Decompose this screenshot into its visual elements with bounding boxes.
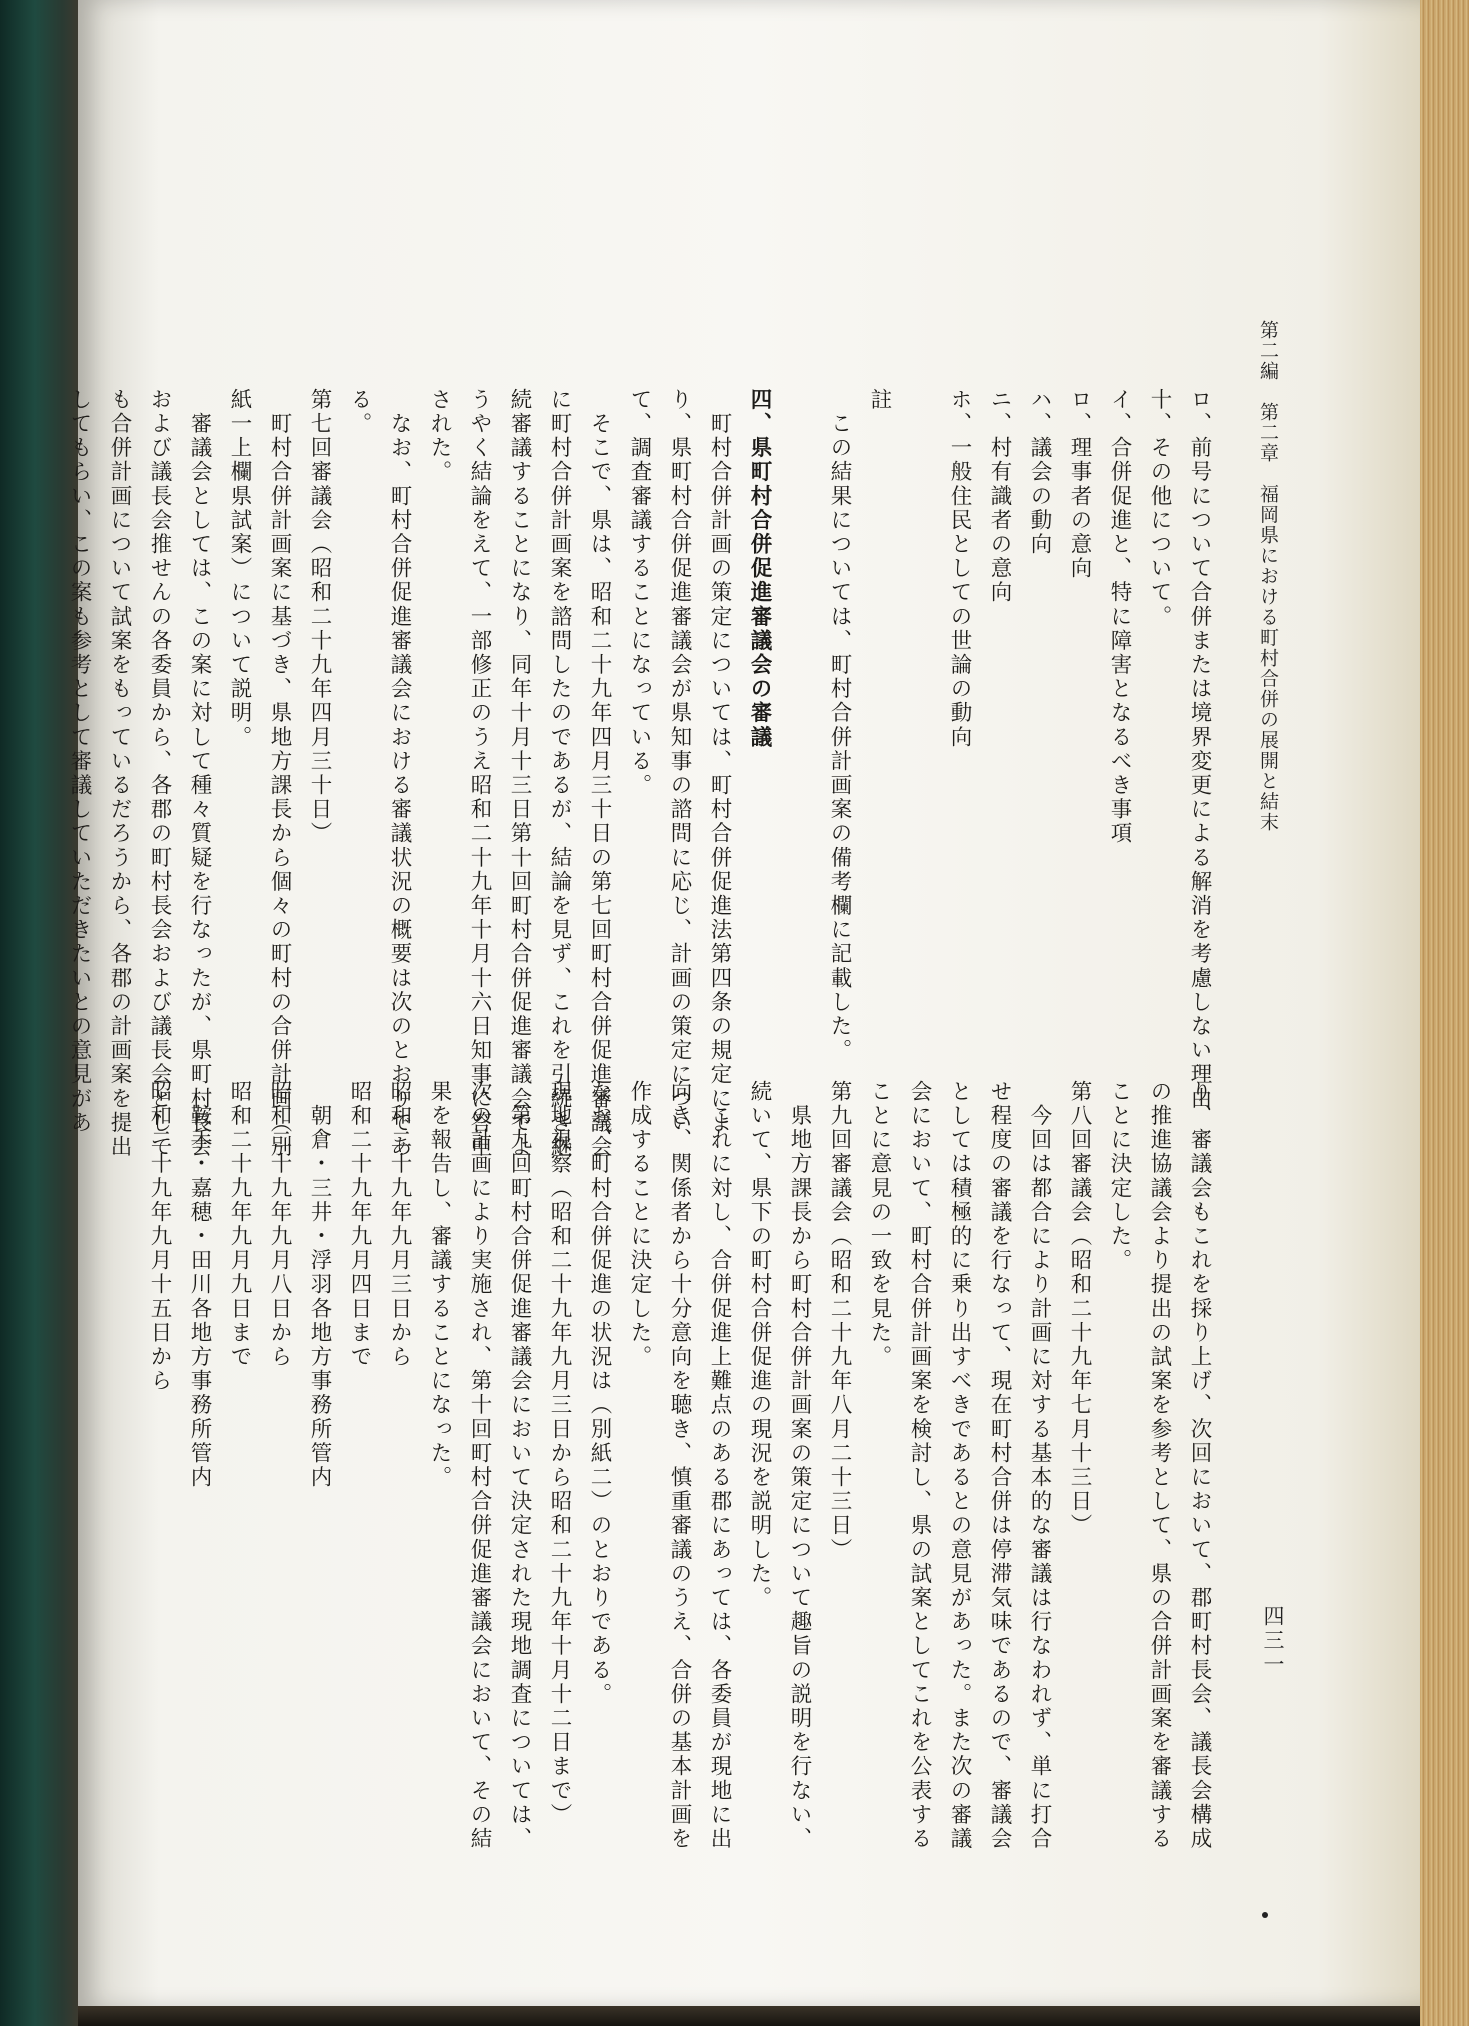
text-line: ロ、前号について合併または境界変更による解消を考慮しない理由 xyxy=(1187,388,1212,1111)
text-line: 紙一上欄県試案）について説明。 xyxy=(227,388,252,750)
text-line: うやく結論をえて、一部修正のうえ昭和二十九年十月十六日知事に答申 xyxy=(467,388,492,1160)
text-line: 審議会としては、この案に対して種々質疑を行なったが、県町村長会 xyxy=(187,388,212,1160)
text-line: 今回は都合により計画に対する基本的な審議は行なわれず、単に打合 xyxy=(1027,1080,1052,1852)
text-line: ホ、一般住民としての世論の動向 xyxy=(947,388,972,750)
text-line: 続いて、県下の町村合併促進の現況を説明した。 xyxy=(747,1080,772,1611)
text-line: 第九回審議会（昭和二十九年八月二十三日） xyxy=(827,1080,852,1562)
text-line: て、調査審議することになっている。 xyxy=(627,388,652,798)
text-line: 昭和二十九年九月九日まで xyxy=(227,1080,252,1370)
text-line: 向き、関係者から十分意向を聴き、慎重審議のうえ、合併の基本計画を xyxy=(667,1080,692,1852)
text-line: 現地視察（昭和二十九年九月三日から昭和二十九年十月十二日まで） xyxy=(547,1080,572,1828)
text-line: 次の計画により実施され、第十回町村合併促進審議会において、その結 xyxy=(467,1080,492,1852)
text-line: 註 xyxy=(867,388,892,413)
text-line: ロ、理事者の意向 xyxy=(1067,388,1092,581)
text-line: 鞍手・嘉穂・田川各地方事務所管内 xyxy=(187,1080,212,1490)
text-line: ハ、議会の動向 xyxy=(1027,388,1052,557)
text-line: 昭和二十九年九月八日から xyxy=(267,1080,292,1370)
text-line: も合併計画について試案をもっているだろうから、各郡の計画案を提出 xyxy=(107,388,132,1160)
text-line: 朝倉・三井・浮羽各地方事務所管内 xyxy=(307,1080,332,1490)
text-line: 第七回審議会（昭和二十九年四月三十日） xyxy=(307,388,332,846)
text-line: せ程度の審議を行なって、現在町村合併は停滞気味であるので、審議会 xyxy=(987,1080,1012,1852)
text-line: ことに意見の一致を見た。 xyxy=(867,1080,892,1370)
text-line: 十、その他について。 xyxy=(1147,388,1172,629)
text-line: してもらい、この案も参考として審議していただきたいとの意見があ xyxy=(67,388,92,1136)
page-bottom-shadow xyxy=(78,2006,1420,2026)
text-line: ことに決定した。 xyxy=(1107,1080,1132,1273)
text-line: この結果については、町村合併計画案の備考欄に記載した。 xyxy=(827,388,852,1063)
text-line: の推進協議会より提出の試案を参考として、県の合併計画案を審議する xyxy=(1147,1080,1172,1852)
text-line: 県地方課長から町村合併計画案の策定について趣旨の説明を行ない、 xyxy=(787,1080,812,1852)
running-head: 第二編 第二章 福岡県における町村合併の展開と結末 xyxy=(1257,320,1279,833)
text-block-top xyxy=(59,388,1219,1160)
text-line: 町村合併計画の策定については、町村合併促進法第四条の規定によ xyxy=(707,388,732,1136)
text-line xyxy=(779,388,819,1048)
section-heading: 四、県町村合併促進審議会の審議 xyxy=(747,388,772,750)
text-line: ニ、村有識者の意向 xyxy=(987,388,1012,605)
text-line: 続審議することになり、同年十月十三日第十回町村合併促進審議会でよ xyxy=(507,388,532,1160)
text-line: り、審議会もこれを採り上げ、次回において、郡町村長会、議長会構成 xyxy=(1187,1080,1212,1852)
text-line xyxy=(899,388,939,1048)
text-line: なお、町村合併促進審議会における審議状況の概要は次のとおりであ xyxy=(387,388,412,1160)
page-number: 四三一 xyxy=(1261,1605,1285,1677)
text-line: 作成することに決定した。 xyxy=(627,1080,652,1370)
text-line: 第八回審議会（昭和二十九年七月十三日） xyxy=(1067,1080,1092,1538)
text-line: された。 xyxy=(427,388,452,485)
text-line: イ、合併促進と、特に障害となるべき事項 xyxy=(1107,388,1132,846)
text-block-bottom xyxy=(139,1080,1219,1852)
text-line: 町村合併計画案に基づき、県地方課長から個々の町村の合併計画（別 xyxy=(267,388,292,1160)
text-line: 会において、町村合併計画案を検討し、県の試案としてこれを公表する xyxy=(907,1080,932,1852)
text-line: 昭和二十九年九月四日まで xyxy=(347,1080,372,1370)
text-line: に町村合併計画案を諮問したのであるが、結論を見ず、これを引続き継 xyxy=(547,388,572,1160)
text-line: 昭和二十九年九月三日から xyxy=(387,1080,412,1370)
page-stack-edge xyxy=(1420,0,1469,2026)
text-line: り、県町村合併促進審議会が県知事の諮問に応じ、計画の策定につい xyxy=(667,388,692,1136)
text-line: そこで、県は、昭和二十九年四月三十日の第七回町村合併促進審議会 xyxy=(587,388,612,1160)
text-line: および議長会推せんの各委員から、各郡の町村長会および議長会として xyxy=(147,388,172,1160)
text-line: 昭和二十九年九月十五日から xyxy=(147,1080,172,1394)
text-line: 果を報告し、審議することになった。 xyxy=(427,1080,452,1490)
text-line: これに対し、合併促進上難点のある郡にあっては、各委員が現地に出 xyxy=(707,1080,732,1852)
text-line: る。 xyxy=(347,388,372,437)
page-mark-dot xyxy=(1262,1912,1268,1918)
text-line: としては積極的に乗り出すべきであるとの意見があった。また次の審議 xyxy=(947,1080,972,1852)
text-line: なお、町村合併促進の状況は（別紙二）のとおりである。 xyxy=(587,1080,612,1707)
text-line: 第九回町村合併促進審議会において決定された現地調査については、 xyxy=(507,1080,532,1852)
